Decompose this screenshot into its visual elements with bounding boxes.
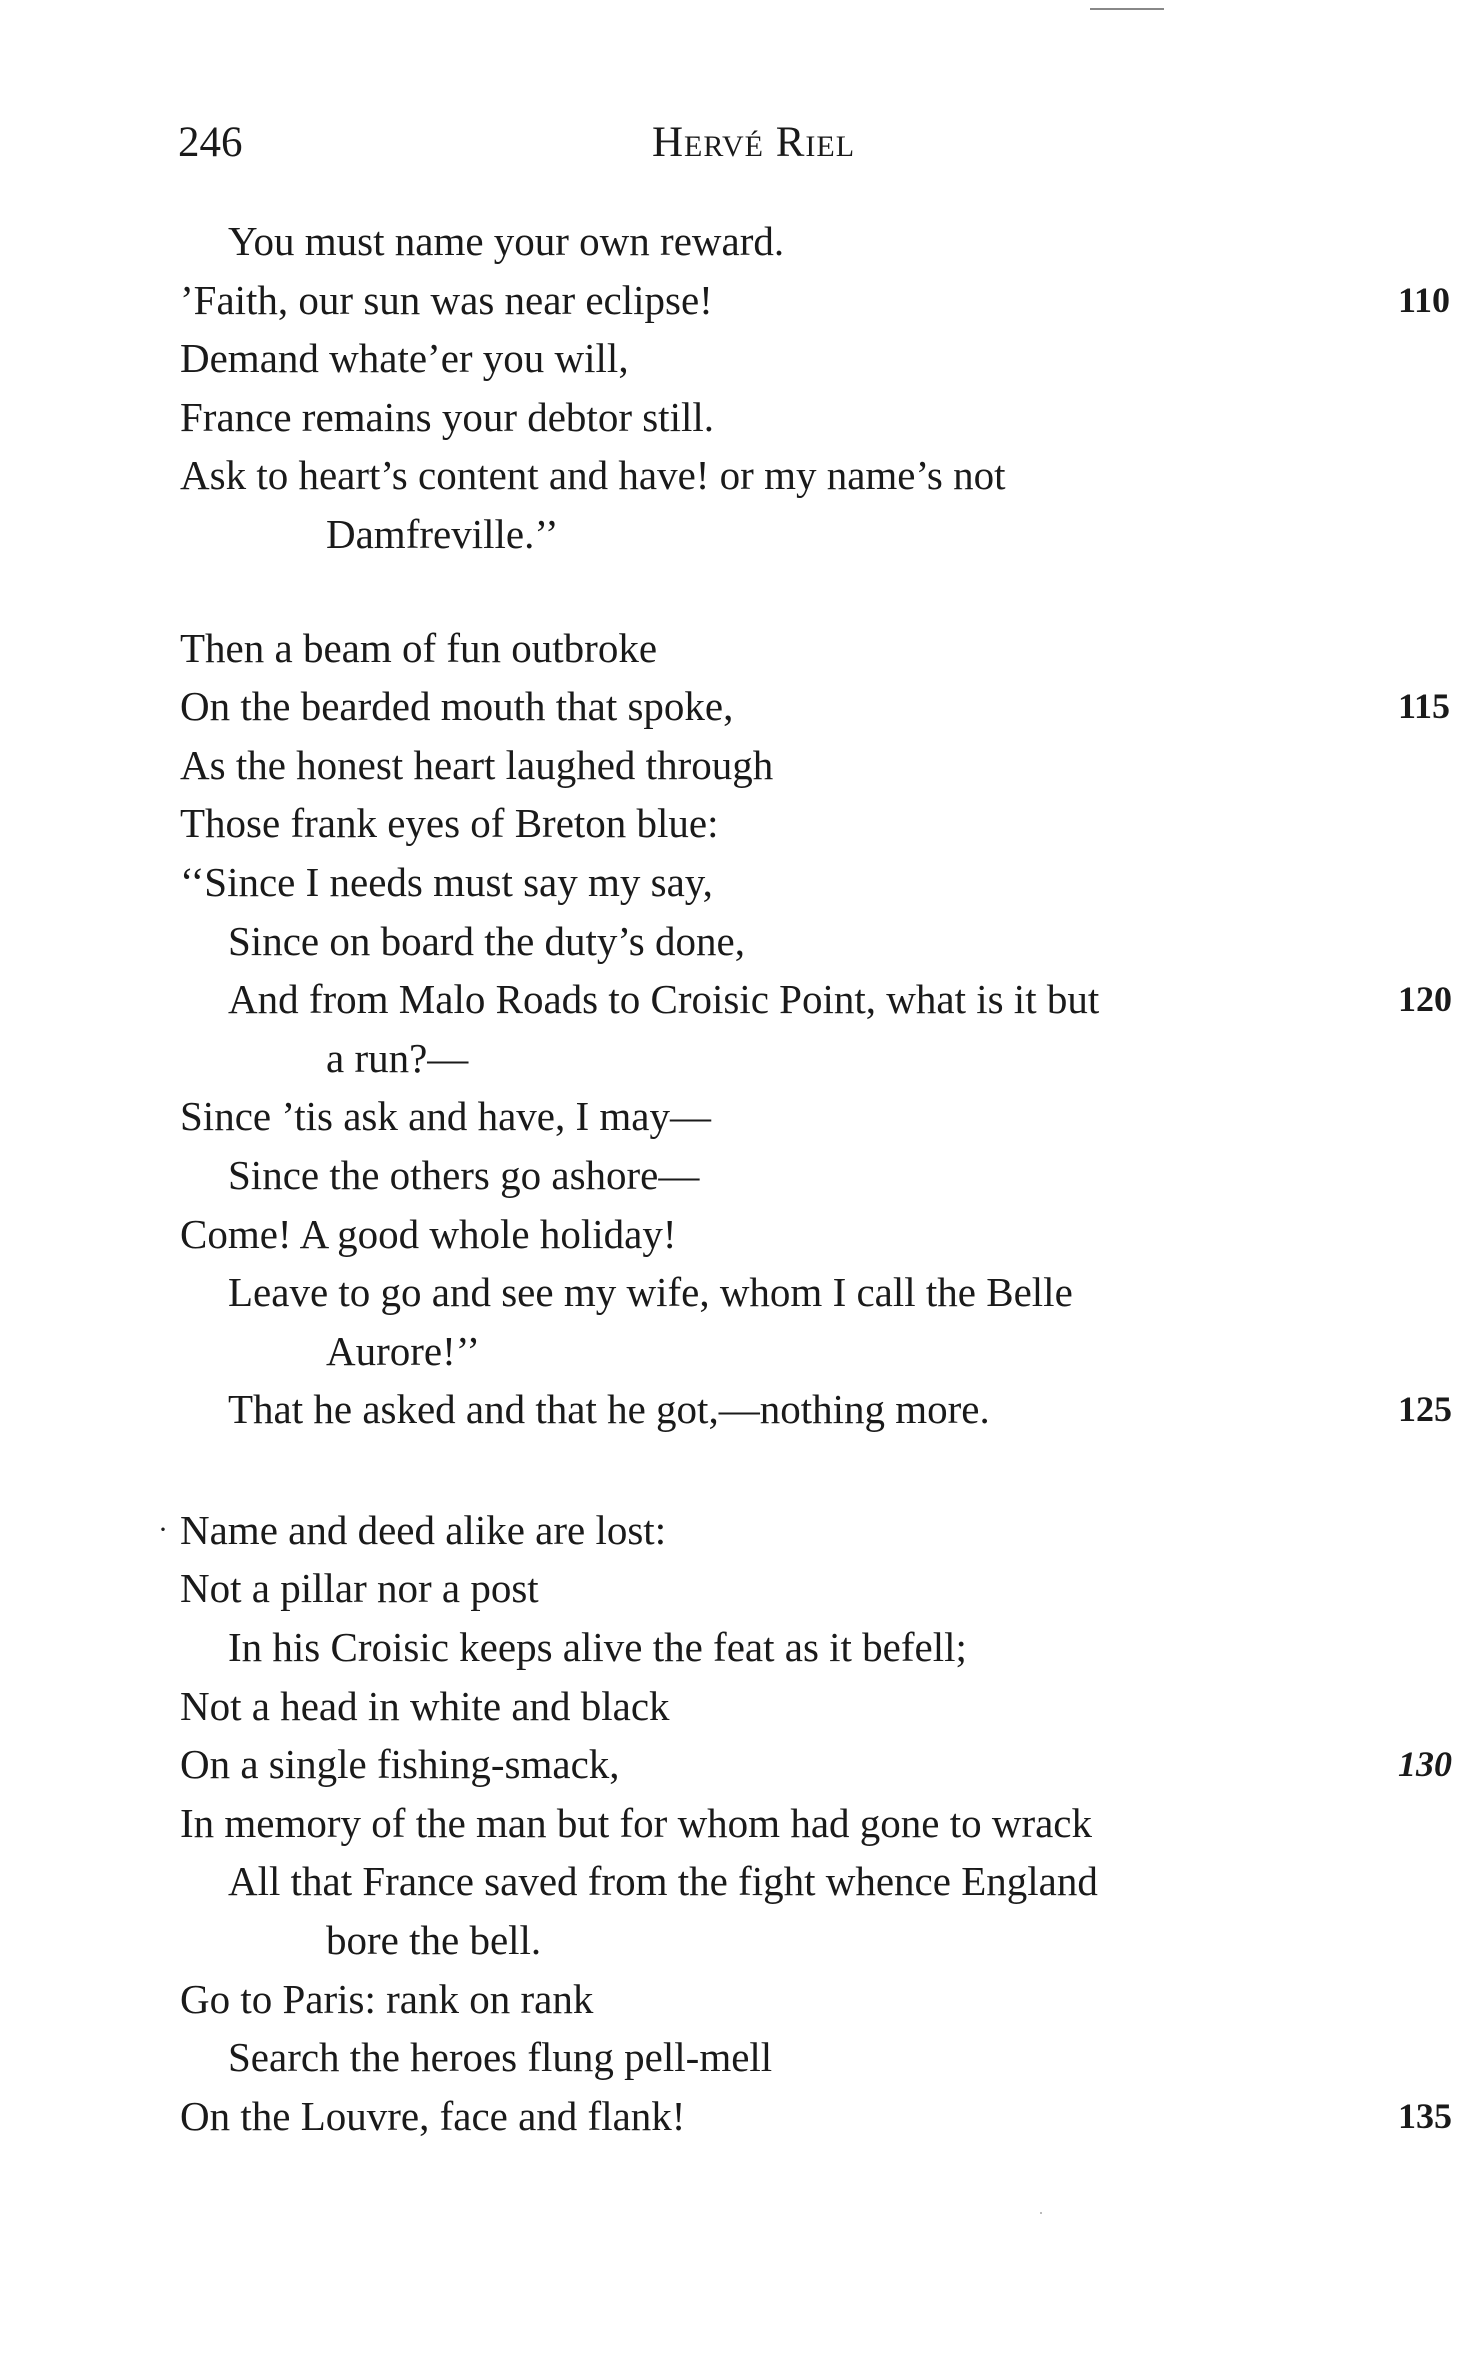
verse-text: On the Louvre, face and flank!: [180, 2092, 686, 2139]
verse-text: bore the bell.: [326, 1917, 542, 1964]
verse-text: Name and deed alike are lost:: [180, 1506, 667, 1553]
verse-line: [180, 912, 1460, 971]
line-number: 120: [1398, 979, 1452, 1020]
verse-text: Search the heroes flung pell-mell: [228, 2034, 773, 2081]
print-speck: [1040, 2212, 1042, 2214]
verse-text: ‘‘Since I needs must say my say,: [180, 858, 713, 905]
verse-text: Aurore!’’: [326, 1327, 481, 1374]
verse-text: And from Malo Roads to Croisic Point, what is it but: [228, 976, 1100, 1023]
verse-text: Leave to go and see my wife, whom I call the Belle: [228, 1269, 1073, 1316]
line-number: 135: [1398, 2095, 1452, 2136]
verse-line: [180, 329, 1460, 388]
verse-text: Demand whate’er you will,: [180, 335, 629, 382]
verse-line: [180, 1029, 1460, 1088]
verse-text: ’Faith, our sun was near eclipse!: [180, 276, 713, 323]
verse-line: [180, 1146, 1460, 1205]
verse-line: [180, 1677, 1460, 1736]
stanza: [180, 212, 1460, 564]
verse-line: [180, 853, 1460, 912]
verse-text: In his Croisic keeps alive the feat as it befell;: [228, 1624, 967, 1671]
verse-text: In memory of the man but for whom had gone to wrack: [180, 1799, 1093, 1846]
verse-line: [180, 1970, 1460, 2029]
verse-line: [180, 1322, 1460, 1381]
verse-text: Since on board the duty’s done,: [228, 917, 745, 964]
verse-line: [180, 970, 1460, 1029]
line-number: 110: [1398, 279, 1451, 320]
verse-text: Ask to heart’s content and have! or my name’s not: [180, 452, 1006, 499]
verse-text: Not a head in white and black: [180, 1682, 670, 1729]
verse-text: All that France saved from the fight whence England: [228, 1858, 1098, 1905]
verse-line: [180, 1618, 1460, 1677]
verse-line: [180, 1205, 1460, 1264]
margin-mark: ·: [158, 1512, 168, 1546]
verse-line: [180, 388, 1460, 447]
verse-text: Since ’tis ask and have, I may—: [180, 1093, 711, 1140]
verse-text: On the bearded mouth that spoke,: [180, 683, 734, 730]
running-title: Hervé Riel: [652, 119, 856, 166]
verse-line: [180, 1852, 1460, 1911]
verse-text: Since the others go ashore—: [228, 1151, 700, 1198]
verse-line: [180, 1735, 1460, 1794]
verse-line: [180, 212, 1460, 271]
page-header: [0, 118, 1476, 178]
stanza: [180, 619, 1460, 1439]
line-number: 130: [1398, 1744, 1452, 1785]
verse-line: [180, 1794, 1460, 1853]
verse-line: [180, 677, 1460, 736]
verse-line: [180, 271, 1460, 330]
verse-line: [180, 736, 1460, 795]
verse-text: Not a pillar nor a post: [180, 1565, 539, 1612]
verse-text: Come! A good whole holiday!: [180, 1210, 677, 1257]
line-number: 115: [1398, 686, 1451, 727]
verse-line: [180, 505, 1460, 564]
stanza-break: [180, 564, 1460, 619]
verse-line: [158, 1501, 1460, 1560]
verse-line: [180, 619, 1460, 678]
verse-line: [180, 1559, 1460, 1618]
verse-line: [180, 1263, 1460, 1322]
poem-body: [158, 212, 1460, 2145]
verse-text: Then a beam of fun outbroke: [180, 624, 658, 671]
verse-text: Those frank eyes of Breton blue:: [180, 800, 719, 847]
verse-line: [180, 2028, 1460, 2087]
verse-text: a run?—: [326, 1034, 469, 1081]
verse-text: On a single fishing-smack,: [180, 1741, 620, 1788]
page-number: 246: [178, 119, 243, 166]
verse-line: [180, 794, 1460, 853]
verse-text: As the honest heart laughed through: [180, 741, 774, 788]
stanza: [158, 1501, 1460, 2146]
line-number: 125: [1398, 1389, 1452, 1430]
verse-line: [180, 1911, 1460, 1970]
top-rule: [1090, 8, 1164, 10]
verse-text: That he asked and that he got,—nothing more.: [228, 1386, 990, 1433]
stanza-break: [180, 1439, 1460, 1501]
verse-line: [180, 1380, 1460, 1439]
verse-text: Go to Paris: rank on rank: [180, 1975, 594, 2022]
verse-line: [180, 1087, 1460, 1146]
verse-line: [180, 2087, 1460, 2146]
verse-text: You must name your own reward.: [228, 218, 785, 264]
verse-text: France remains your debtor still.: [180, 393, 715, 440]
verse-line: [180, 446, 1460, 505]
verse-text: Damfreville.’’: [326, 510, 559, 557]
